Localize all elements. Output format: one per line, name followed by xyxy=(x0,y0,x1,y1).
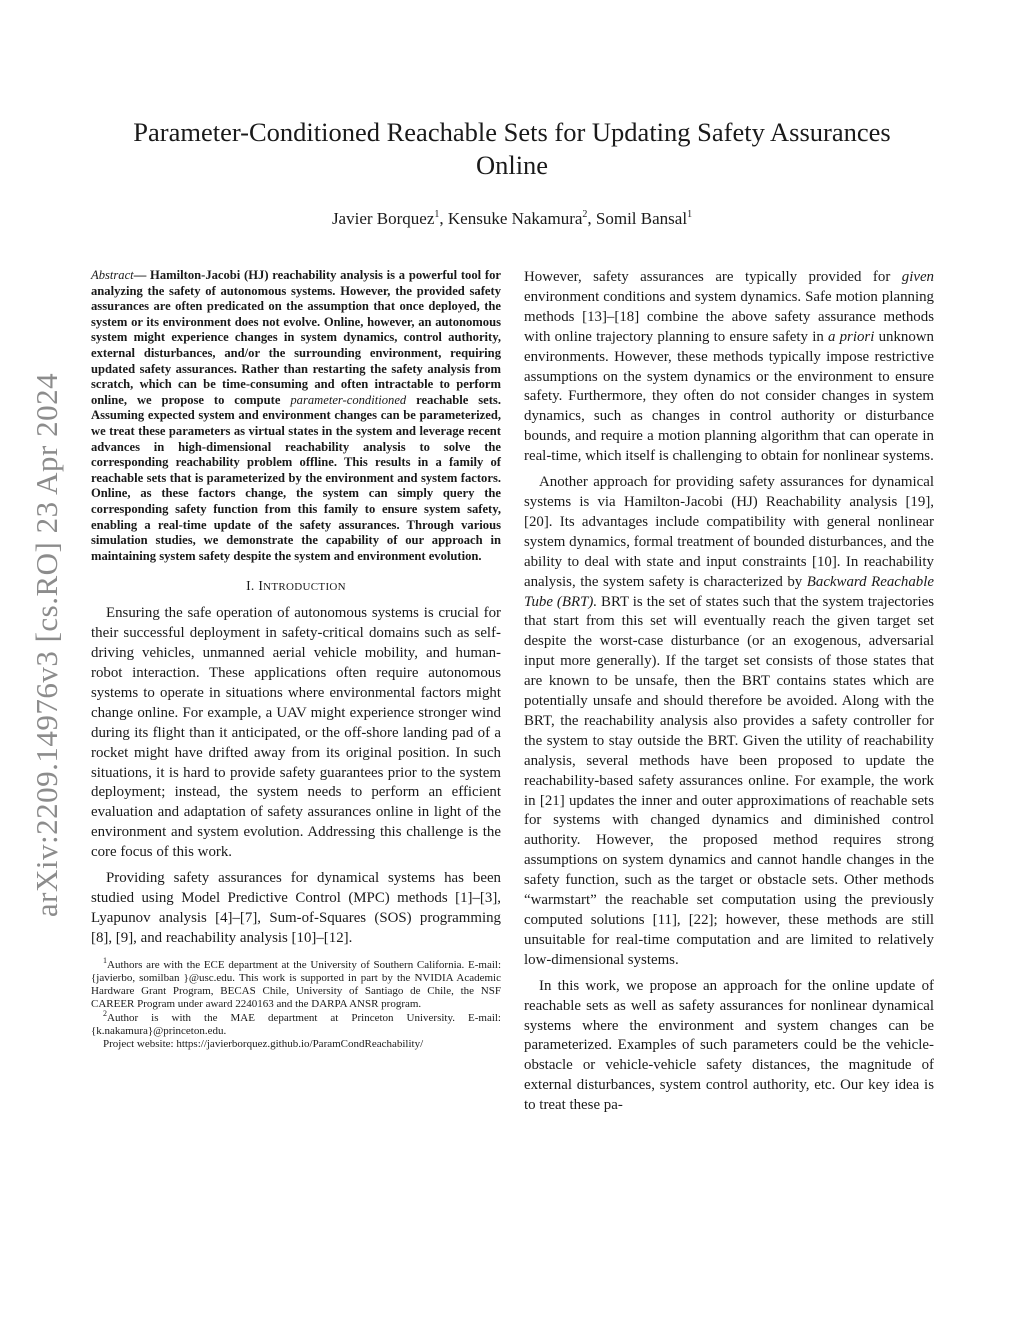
section-number: I. xyxy=(246,578,255,594)
right-column xyxy=(524,268,934,1116)
paragraph-text: unknown environments. However, these methods typically impose restrictive assumptions on the system dynamics or the environment to ensure safety. Furthermore, they often do not consider changes in system dynamics, such as changes in control authority or disturbance bounds, and require a motion planning algorithm that can operate in real-time, which itself is challenging to obtain for nonlinear systems. xyxy=(524,328,934,465)
author-name: Somil Bansal xyxy=(595,209,688,228)
footnote-text: Author is with the MAE department at Princeton University. E-mail: {k.nakamura}@princeton.edu. xyxy=(91,1011,501,1037)
author-affiliation-mark: 1 xyxy=(434,209,440,220)
section-heading-introduction xyxy=(91,578,501,594)
intro-paragraph xyxy=(524,473,934,971)
abstract: Abstract— Hamilton-Jacobi (HJ) reachability analysis is a powerful tool for analyzing the safety of autonomous systems. However, the provided safety assurances are often predicated on the assumption that once deployed, the system or its environment does not evolve. Online, however, an autonomous system might experience changes in system dynamics, control authority, external disturbances, and/or the surrounding environment, requiring updated safety assurances. Rather than restarting the safety analysis from scratch, which can be time-consuming and often intractable to perform online, we propose to compute parameter-conditioned reachable sets. Assuming expected system and environment changes can be parameterized, we treat these parameters as virtual states in the system and leverage recent advances in high-dimensional reachability analysis to solve the corresponding reachability problem offline. This results in a family of reachable sets that is parameterized by the environment and system factors. Online, as these factors change, the system can simply query the corresponding safety function from this family to ensure system safety, enabling a real-time update of the safety assurances. Through various simulation studies, we demonstrate the capability of our approach in maintaining system safety despite the system and environment evolution. xyxy=(91,268,501,563)
section-title-rest: NTRODUCTION xyxy=(263,581,346,594)
author-name: Javier Borquez xyxy=(331,209,435,228)
abstract-text: reachable sets. Assuming expected system and environment changes can be parameterized, we treat these parameters as virtual states in the system and leverage recent advances in high-dimensional reachability analysis to solve the corresponding reachability problem offline. This results in a family of reachable sets that is parameterized by the environment and system factors. Online, as these factors change, the system can simply query the corresponding safety function from this family to ensure system safety, enabling a real-time update of the safety assurances. Through various simulation studies, we demonstrate the capability of our approach in maintaining system safety despite the system and environment evolution. xyxy=(91,392,501,563)
arxiv-id-text: arXiv:2209.14976v3 [cs.RO] 23 Apr 2024 xyxy=(29,372,64,918)
emphasis-text: given xyxy=(901,269,934,285)
left-column xyxy=(91,268,501,1051)
footnote-text: Authors are with the ECE department at the University of Southern California. E-mail: {javierbo, somilban }@usc.edu. This work is supported in part by the NVIDIA Academic Hardware Grant Program, BECAS Chile, University of Santiago de Chile, the NSF CAREER Program under award 2240163 and the DARPA ANSR program. xyxy=(91,958,501,1011)
paragraph-text: environment conditions and system dynamics. Safe motion planning methods [13]–[18] combine the above safety assurance methods with online trajectory planning to ensure safety in xyxy=(524,288,934,345)
paragraph-text: Another approach for providing safety assurances for dynamical systems is via Hamilton-Jacobi (HJ) Reachability analysis [19], [20]. Its advantages include compatibility with general nonlinear system dynamics, formal treatment of bounded disturbances, and the ability to deal with state and input constraints [10]. In reachability analysis, the system safety is characterized by xyxy=(524,474,934,590)
paragraph-text: BRT is the set of states such that the system trajectories that start from this set will eventually reach the given target set despite the worst-case disturbance (or an exogenous, adversarial input more generally). If the target set consists of those states that are known to be unsafe, then the BRT contains states which are potentially unsafe and should therefore be avoided. Along with the BRT, the reachability analysis also provides a safety controller for the system to stay outside the BRT. Given the utility of reachability analysis, several methods have been proposed to update the reachability-based safety assurances online. For example, the work in [21] updates the inner and outer approximations of reachable sets for systems with changed dynamics and diminished control authority. However, the proposed method requires strong assumptions on system dynamics and cannot handle changes in the safety function, such as the target or obstacle sets. Other methods “warmstart” the reachable set computation using the previously computed solutions [11], [22]; however, these methods are still unsuitable for real-time computation and are limited to relatively low-dimensional systems. xyxy=(524,593,934,968)
author-affiliation-mark: 1 xyxy=(687,209,693,220)
footnote-mark: 1 xyxy=(103,955,107,965)
abstract-emphasis: parameter-conditioned xyxy=(290,392,407,407)
author-affiliation-mark: 2 xyxy=(582,209,588,220)
section-initial: I xyxy=(258,578,264,594)
project-website-note: Project website: https://javierborquez.github.io/ParamCondReachability/ xyxy=(103,1037,424,1050)
author-list: Javier Borquez$^1$, Kensuke Nakamura$^2$, Somil Bansal$^1$ xyxy=(331,209,693,228)
footnotes xyxy=(91,955,501,1051)
paragraph-text: However, safety assurances are typically provided for xyxy=(524,269,902,285)
emphasis-text: a priori xyxy=(827,328,875,345)
footnote-affiliation-2 xyxy=(91,1008,501,1038)
paper-title: Parameter-Conditioned Reachable Sets for Updating Safety Assurances Online xyxy=(133,117,891,180)
footnote-mark: 2 xyxy=(103,1008,107,1018)
intro-paragraph: Providing safety assurances for dynamical systems has been studied using Model Predictive Control (MPC) methods [1]–[3], Lyapunov analysis [4]–[7], Sum-of-Squares (SOS) programming [8], [9], and reachability analysis [10]–[12]. xyxy=(91,870,501,946)
footnote-affiliation-1 xyxy=(91,955,501,1012)
emphasis-text: Backward Reachable Tube (BRT). xyxy=(524,573,934,610)
intro-paragraph: In this work, we propose an approach for the online update of reachable sets as well as safety assurances for nonlinear dynamical systems where the environment and system changes can be parameterized. Examples of such parameters could be the vehicle-obstacle or vehicle-vehicle safety distances, the magnitude of external disturbances, system control authority, etc. Our key idea is to treat these pa- xyxy=(524,977,934,1114)
arxiv-sidebar-stamp xyxy=(29,350,64,940)
intro-paragraph: Ensuring the safe operation of autonomous systems is crucial for their successful deployment in safety-critical domains such as self-driving vehicles, unmanned aerial vehicle mobility, and human-robot interaction. These applications often require autonomous systems to operate in situations where environmental factors might change online. For example, a UAV might experience stronger wind during its flight than it anticipated, or the off-shore landing pad of a rocket might have drifted away from its original position. In such situations, it is hard to provide safety guarantees prior to the system deployment; instead, the system needs to perform an efficient evaluation and adaptation of safety assurances online in light of the environment and system evolution. Addressing this challenge is the core focus of this work. xyxy=(91,605,501,861)
author-name: Kensuke Nakamura xyxy=(447,209,583,228)
intro-paragraph xyxy=(524,268,934,467)
abstract-text: Hamilton-Jacobi (HJ) reachability analysis is a powerful tool for analyzing the safety of autonomous systems. However, the provided safety assurances are often predicated on the assumption that once deployed, the system or its environment does not evolve. Online, however, an autonomous system might experience changes in system dynamics, control authority, external disturbances, and/or the surrounding environment, requiring updated safety assurances. Rather than restarting the safety analysis from scratch, which can be time-consuming and often intractable to perform online, we propose to compute xyxy=(91,268,501,407)
abstract-lead: Abstract xyxy=(91,268,134,282)
